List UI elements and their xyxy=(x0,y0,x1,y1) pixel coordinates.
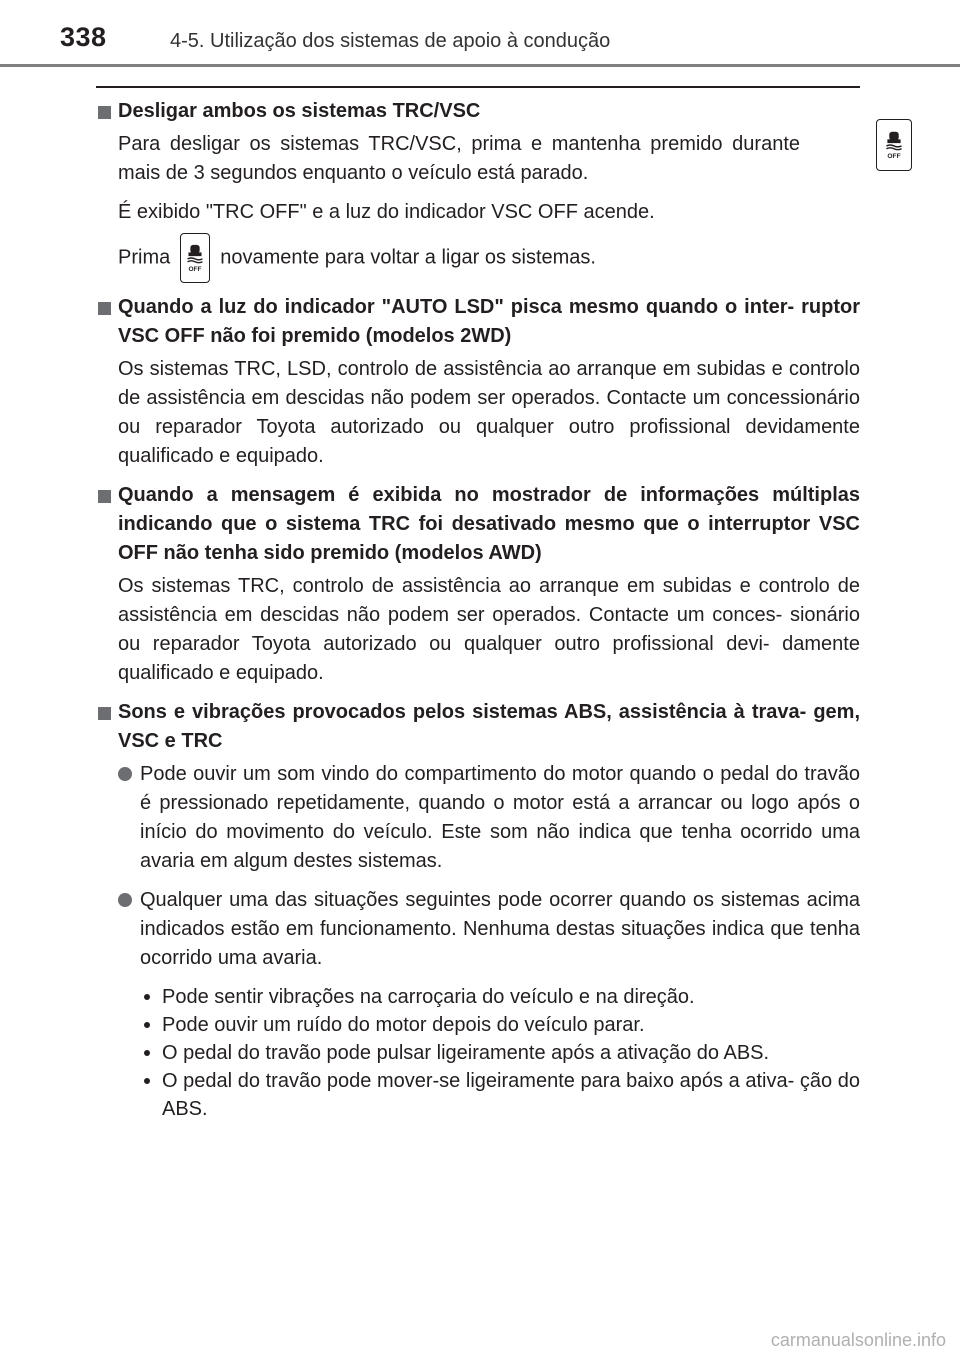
vsc-off-switch-icon xyxy=(876,119,912,171)
sub-list-item-text: O pedal do travão pode pulsar ligeiramente após a ativação do ABS. xyxy=(162,1042,770,1064)
paragraph-with-switch xyxy=(118,233,800,283)
paragraph-text: novamente para voltar a ligar os sistemas. xyxy=(220,246,596,269)
sub-list-item xyxy=(140,1067,860,1123)
header-rule xyxy=(0,64,960,67)
paragraph-text: Prima xyxy=(118,246,171,269)
dot-bullet-icon xyxy=(144,994,150,1000)
square-bullet-icon xyxy=(98,490,111,503)
section-disable-trc-vsc xyxy=(96,97,901,283)
sub-list-item-text: Pode ouvir um ruído do motor depois do veículo parar. xyxy=(162,1014,645,1036)
dot-bullet-icon xyxy=(144,1022,150,1028)
section-title xyxy=(118,481,860,568)
content-rule xyxy=(96,86,860,88)
section-auto-lsd-2wd xyxy=(96,293,860,471)
dot-bullet-icon xyxy=(144,1078,150,1084)
section-title xyxy=(118,293,860,351)
square-bullet-icon xyxy=(98,302,111,315)
circle-bullet-icon xyxy=(118,767,132,781)
paragraph: Os sistemas TRC, LSD, controlo de assistência ao arranque em subidas e controlo de assistência em descidas não podem ser operados. Contacte um concessionário ou reparador Toyota autorizado ou qualquer outro profissional devidamente qualificado e equipado. xyxy=(118,358,860,467)
section-title-text: Sons e vibrações provocados pelos sistemas ABS, assistência à trava- gem, VSC e TRC xyxy=(118,701,860,752)
page-content xyxy=(96,97,901,1133)
dot-bullet-icon xyxy=(144,1050,150,1056)
list-item xyxy=(118,886,860,973)
page-number: 338 xyxy=(60,22,107,52)
sub-list xyxy=(140,983,860,1123)
paragraph: Os sistemas TRC, controlo de assistência ao arranque em subidas e controlo de assistência em descidas não podem ser operados. Contacte um conces- sionário ou reparador Toyota autorizado ou qualquer outro profissional devi- damente qualificado e equipado. xyxy=(118,575,860,684)
section-title-text: Quando a mensagem é exibida no mostrador de informações múltiplas indicando que o sistema TRC foi desativado mesmo que o interruptor VSC OFF não tenha sido premido (modelos AWD) xyxy=(118,484,860,564)
square-bullet-icon xyxy=(98,707,111,720)
section-title-text: Quando a luz do indicador "AUTO LSD" pisca mesmo quando o inter- ruptor VSC OFF não foi premido (modelos 2WD) xyxy=(118,296,860,347)
paragraph: É exibido "TRC OFF" e a luz do indicador VSC OFF acende. xyxy=(118,201,655,223)
circle-bullet-icon xyxy=(118,893,132,907)
section-title-text: Desligar ambos os sistemas TRC/VSC xyxy=(118,100,481,122)
square-bullet-icon xyxy=(98,106,111,119)
watermark: carmanualsonline.info xyxy=(770,1330,946,1350)
list-item xyxy=(118,760,860,876)
sub-list-item xyxy=(140,983,860,1011)
section-sounds-vibrations xyxy=(96,698,860,1123)
sub-list-item xyxy=(140,1039,860,1067)
switch-label: OFF xyxy=(887,153,901,161)
section-trc-message-awd xyxy=(96,481,860,688)
page-header xyxy=(0,0,960,64)
sub-list-item-text: O pedal do travão pode mover-se ligeiramente para baixo após a ativa- ção do ABS. xyxy=(162,1070,860,1120)
paragraph: Para desligar os sistemas TRC/VSC, prima e mantenha premido durante mais de 3 segundos enquanto o veículo está parado. xyxy=(118,133,800,184)
section-title xyxy=(118,698,860,756)
sub-list-item xyxy=(140,1011,860,1039)
list-item-text: Qualquer uma das situações seguintes pode ocorrer quando os sistemas acima indicados estão em funcionamento. Nenhuma destas situações indica que tenha ocorrido uma avaria. xyxy=(140,889,860,969)
switch-label: OFF xyxy=(188,266,202,274)
chapter-title: 4-5. Utilização dos sistemas de apoio à condução xyxy=(170,30,611,52)
list-item-text: Pode ouvir um som vindo do compartimento do motor quando o pedal do travão é pressionado repetidamente, quando o motor está a arrancar ou logo após o início do movimento do veículo. Este som não indica que tenha ocorrido uma avaria em algum destes sistemas. xyxy=(140,763,860,872)
vsc-off-switch-icon xyxy=(180,233,210,283)
section-title xyxy=(118,97,860,126)
sub-list-item-text: Pode sentir vibrações na carroçaria do veículo e na direção. xyxy=(162,986,695,1008)
